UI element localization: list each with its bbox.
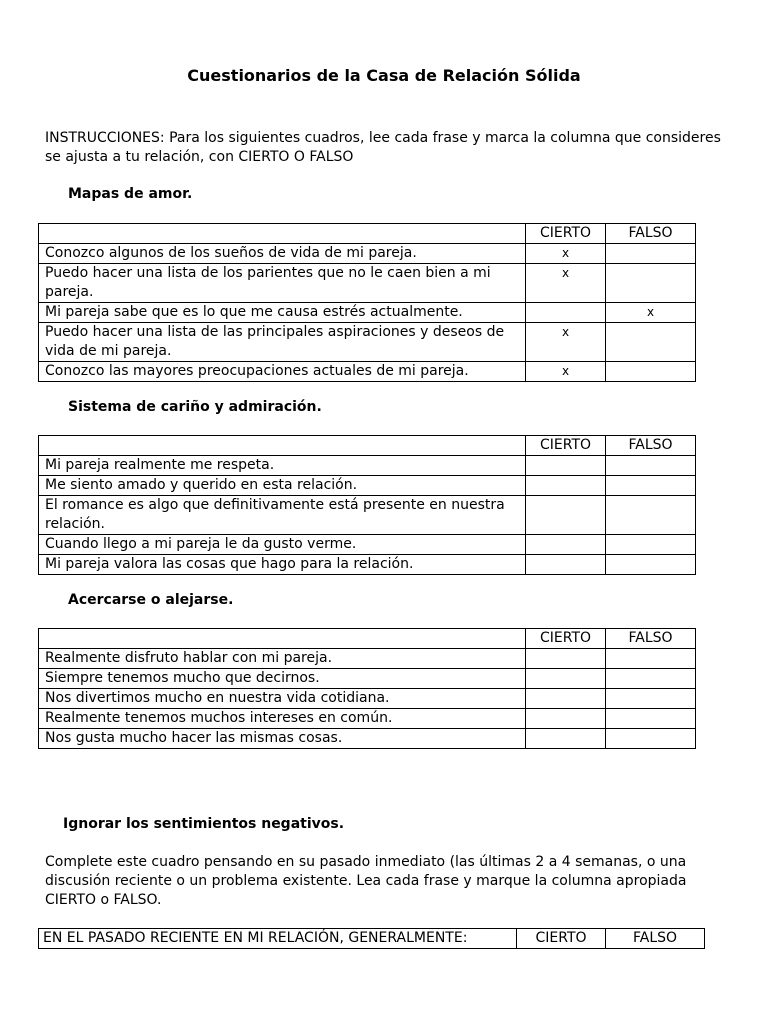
table-row [39, 649, 696, 669]
question-text: Realmente disfruto hablar con mi pareja. [39, 649, 526, 669]
question-text: Siempre tenemos mucho que decirnos. [39, 669, 526, 689]
falso-column-header: FALSO [606, 629, 696, 649]
falso-checkbox-cell[interactable] [606, 689, 696, 709]
table-row [39, 709, 696, 729]
falso-checkbox-cell[interactable] [606, 456, 696, 476]
table-header-row [39, 224, 696, 244]
questionnaire-table-acercarse-o-alejarse [38, 628, 696, 749]
instructions-text: INSTRUCCIONES: Para los siguientes cuadros, lee cada frase y marca la columna que consideres se ajusta a tu relación, con CIERTO O FALSO [45, 130, 721, 165]
falso-checkbox-cell[interactable] [606, 649, 696, 669]
question-text: Conozco las mayores preocupaciones actuales de mi pareja. [39, 362, 526, 382]
cierto-checkbox-cell[interactable] [526, 709, 606, 729]
questionnaire-table-sistema-de-carino [38, 435, 696, 575]
question-header-cell [39, 436, 526, 456]
table-row [39, 689, 696, 709]
cierto-checkbox-cell[interactable]: x [526, 264, 606, 303]
cierto-checkbox-cell[interactable] [526, 649, 606, 669]
cierto-column-header: CIERTO [526, 224, 606, 244]
table-row [39, 476, 696, 496]
table-row [39, 496, 696, 535]
section-heading-sistema-de-carino: Sistema de cariño y admiración. [68, 399, 322, 415]
questionnaire-table-mapas-de-amor [38, 223, 696, 382]
falso-checkbox-cell[interactable] [606, 244, 696, 264]
section-heading-ignorar-sentimientos: Ignorar los sentimientos negativos. [63, 816, 345, 832]
question-text: Nos divertimos mucho en nuestra vida cotidiana. [39, 689, 526, 709]
section-heading-acercarse-o-alejarse: Acercarse o alejarse. [68, 592, 234, 608]
question-text: Cuando llego a mi pareja le da gusto verme. [39, 535, 526, 555]
table-header-row [39, 436, 696, 456]
falso-column-header: FALSO [606, 929, 705, 949]
cierto-checkbox-cell[interactable] [526, 729, 606, 749]
falso-checkbox-cell[interactable] [606, 535, 696, 555]
falso-checkbox-cell[interactable] [606, 729, 696, 749]
cierto-checkbox-cell[interactable] [526, 555, 606, 575]
document-title: Cuestionarios de la Casa de Relación Sólida [187, 66, 581, 85]
table-row [39, 729, 696, 749]
cierto-checkbox-cell[interactable]: x [526, 362, 606, 382]
falso-checkbox-cell[interactable] [606, 496, 696, 535]
table-header-row [39, 629, 696, 649]
section4-instructions-text: Complete este cuadro pensando en su pasado inmediato (las últimas 2 a 4 semanas, o una discusión reciente o un problema existente. Lea cada frase y marque la columna apropiada CIERTO o FALSO. [45, 854, 687, 908]
cierto-column-header: CIERTO [526, 629, 606, 649]
cierto-checkbox-cell[interactable] [526, 496, 606, 535]
cierto-checkbox-cell[interactable] [526, 669, 606, 689]
falso-checkbox-cell[interactable] [606, 323, 696, 362]
question-text: El romance es algo que definitivamente está presente en nuestra relación. [39, 496, 526, 535]
table-header-row [39, 929, 705, 949]
question-text: Puedo hacer una lista de las principales aspiraciones y deseos de vida de mi pareja. [39, 323, 526, 362]
falso-checkbox-cell[interactable] [606, 362, 696, 382]
cierto-column-header: CIERTO [517, 929, 606, 949]
cierto-checkbox-cell[interactable]: x [526, 244, 606, 264]
table-row [39, 303, 696, 323]
question-text: Nos gusta mucho hacer las mismas cosas. [39, 729, 526, 749]
question-header-cell [39, 629, 526, 649]
question-text: Me siento amado y querido en esta relación. [39, 476, 526, 496]
question-text: Puedo hacer una lista de los parientes que no le caen bien a mi pareja. [39, 264, 526, 303]
cierto-checkbox-cell[interactable]: x [526, 323, 606, 362]
falso-checkbox-cell[interactable]: x [606, 303, 696, 323]
falso-checkbox-cell[interactable] [606, 709, 696, 729]
question-header-cell [39, 224, 526, 244]
table-row [39, 264, 696, 303]
questionnaire-table-ignorar-sentimientos [38, 928, 705, 949]
falso-column-header: FALSO [606, 224, 696, 244]
table-row [39, 535, 696, 555]
question-text: Realmente tenemos muchos intereses en común. [39, 709, 526, 729]
question-text: Conozco algunos de los sueños de vida de mi pareja. [39, 244, 526, 264]
question-text: Mi pareja realmente me respeta. [39, 456, 526, 476]
falso-checkbox-cell[interactable] [606, 476, 696, 496]
question-text: Mi pareja valora las cosas que hago para la relación. [39, 555, 526, 575]
table-row [39, 323, 696, 362]
section-heading-mapas-de-amor: Mapas de amor. [68, 186, 193, 202]
falso-column-header: FALSO [606, 436, 696, 456]
cierto-checkbox-cell[interactable] [526, 476, 606, 496]
falso-checkbox-cell[interactable] [606, 669, 696, 689]
table-row [39, 555, 696, 575]
cierto-column-header: CIERTO [526, 436, 606, 456]
question-header-cell: EN EL PASADO RECIENTE EN MI RELACIÓN, GENERALMENTE: [39, 929, 517, 949]
table-row [39, 362, 696, 382]
question-text: Mi pareja sabe que es lo que me causa estrés actualmente. [39, 303, 526, 323]
cierto-checkbox-cell[interactable] [526, 689, 606, 709]
cierto-checkbox-cell[interactable] [526, 303, 606, 323]
falso-checkbox-cell[interactable] [606, 555, 696, 575]
cierto-checkbox-cell[interactable] [526, 456, 606, 476]
table-row [39, 669, 696, 689]
cierto-checkbox-cell[interactable] [526, 535, 606, 555]
table-row [39, 244, 696, 264]
falso-checkbox-cell[interactable] [606, 264, 696, 303]
table-row [39, 456, 696, 476]
